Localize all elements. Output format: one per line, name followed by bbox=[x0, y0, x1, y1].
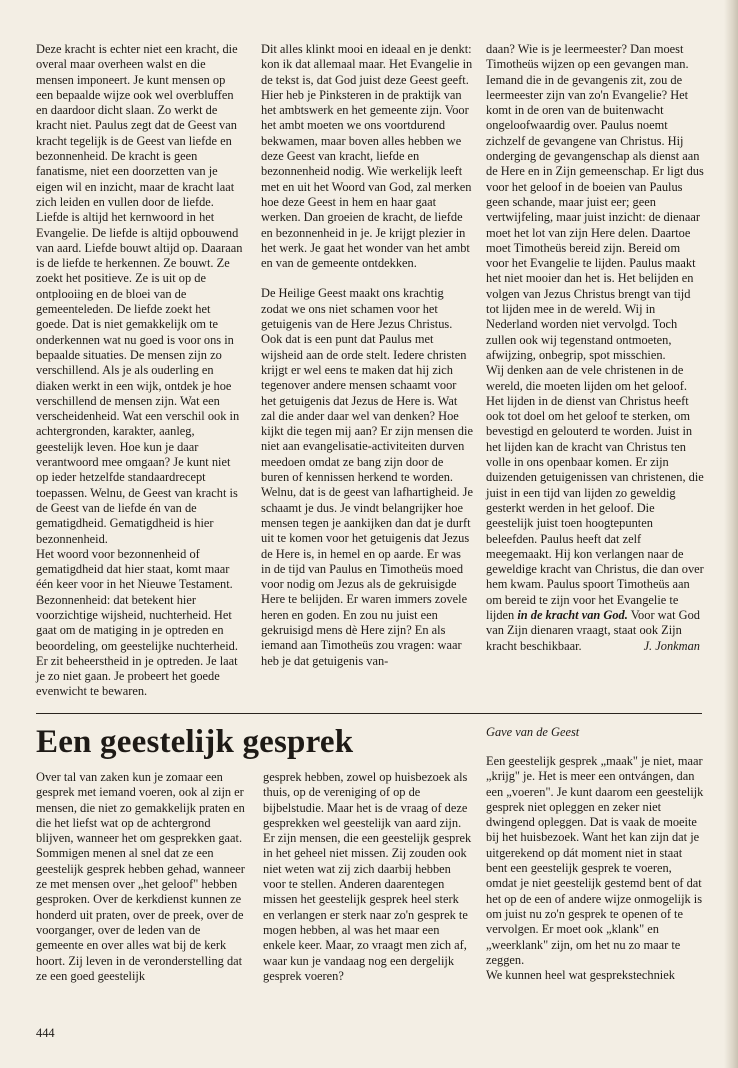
paragraph: Deze kracht is echter niet een kracht, die overal maar overheen walst en die mensen imponeert. Je kunt mensen op een bepaalde wijze ook wel overbluffen en daardoor dicht slaan. Zo werkt de kracht niet. Paulus zegt dat de Geest van kracht tegelijk is de Geest van liefde en bezonnenheid. De kracht is geen fanatisme, niet een doorzetten van je eigen wil en inzicht, maar de kracht laat zich leiden en vullen door de liefde. Liefde is altijd het kernwoord in het Evangelie. De liefde is altijd opbouwend van aard. Liefde bouwt altijd op. Daaraan is de liefde te herkennen. Ze bouwt. Ze zoekt het positieve. Ze is uit op de ontplooiing en de bloei van de gemeenteleden. De liefde zoekt het goede. Dat is niet gemakkelijk om te onderkennen wat nu goed is voor ons in bepaalde situaties. De mensen zijn zo verschillend. Als je als ouderling en diaken werkt in een wijk, ontdek je hoe verschillend de mensen zijn. Wat een verscheidenheid. Wat een verschil ook in achtergronden, karakter, aanleg, geestelijk leven. Hoe kun je daar verantwoord mee omgaan? Je kunt niet op ieder hetzelfde standaardrecept toepassen. Welnu, de Geest van kracht is de Geest van de liefde én van de gematigdheid. Gematigdheid is hier bezonnenheid. bbox=[36, 42, 243, 546]
paragraph: De Heilige Geest maakt ons krachtig zodat we ons niet schamen voor het getuigenis van de Here Jezus Christus. Ook dat is een punt dat Paulus met wijsheid aan de orde stelt. Iedere christen krijgt er wel eens te maken dat hij zich tegenover andere mensen schaamt voor het getuigenis dat Jezus de Here is. Wat zal die ander daar wel van denken? Hoe kijkt die tegen mij aan? Er zijn mensen die niet aan evangelisatie-activiteiten durven meedoen omdat ze bang zijn door de buren of kennissen herkend te worden. Welnu, dat is de geest van lafhartigheid. Je schaamt je dus. Je vindt belangrijker hoe mensen tegen je aankijken dan dat je durft uit te komen voor het getuigenis dat Jezus de Here is, in hemel en op aarde. Er was in de tijd van Paulus en Timotheüs moed voor nodig om Jezus als de gekruisigde Here te belijden. Er waren immers zovele heren en goden. En zou nu juist een gekruisigd mens dè Here zijn? En als iemand aan Timotheüs zou vragen: waar heb je dat getuigenis van- bbox=[261, 286, 473, 668]
paragraph: gesprek hebben, zowel op huisbezoek als thuis, op de vereniging of op de bijbelstudie. Maar het is de vraag of deze gesprekken wel geestelijk van aard zijn. Er zijn mensen, die een geestelijk gesprek in het geheel niet missen. Zij zouden ook niet weten wat zij zich daarbij hebben voor te stellen. Anderen daarentegen missen het geestelijk gesprek heel sterk en verlangen er sterk naar zo'n gesprek te mogen hebben, al was het maar een enkele keer. Maar, zo vraagt men zich af, waar kun je vandaag nog een dergelijk gesprek voeren? bbox=[263, 770, 472, 983]
paragraph: daan? Wie is je leermeester? Dan moest Timotheüs wijzen op een gevangen man. Iemand die in de gevangenis zit, zou de leermeester zijn van zo'n Evangelie? Het komt in de oren van de buitenwacht ongeloofwaardig over. Paulus noemt zichzelf de gevangene van Christus. Hij onderging de gevangenschap als dienst aan de Here en in Zijn gemeenschap. Er ligt dus voor het geloof in de boeien van Paulus geen schande, maar juist eer; geen vertwijfeling, maar juist inzicht: de dienaar moet het lot van zijn Here delen. Daartoe moet Timotheüs bereid zijn. Bereid om voor het Evangelie te lijden. Paulus maakt het niet mooier dan het is. Het belijden en volgen van Jezus Christus brengt van tijd tot lijden mee in de wereld. Wij in Nederland worden niet vervolgd. Toch zullen ook wij tegenstand ontmoeten, afwijzing, onbegrip, spot misschien. bbox=[486, 42, 704, 362]
article2-column-1 bbox=[36, 770, 248, 984]
article-title: Een geestelijk gesprek bbox=[36, 724, 354, 760]
article1-column-1 bbox=[36, 42, 244, 700]
page-edge-shadow bbox=[724, 0, 738, 1068]
paragraph: Een geestelijk gesprek „maak" je niet, maar „krijg" je. Het is meer een ontvángen, dan een „voeren". Je kunt daarom een geestelijk gesprek niet opleggen en zeker niet dwingend opleggen. Dat is vaak de moeite bij het huisbezoek. Want het kan zijn dat je uitgerekend op dát moment niet in staat bent een geestelijk gesprek te voeren, omdat je niet geestelijk gestemd bent of dat het op de een of andere wijze onmogelijk is om juist nu zo'n gesprek te openen of te vervolgen. Er moet ook „klank" en „weerklank" zijn, om het nu zo maar te zeggen. bbox=[486, 754, 704, 967]
paragraph: Over tal van zaken kun je zomaar een gesprek met iemand voeren, ook al zijn er mensen, die niet zo gemakkelijk praten en die het liefst wat op de achtergrond blijven, wanneer het om gesprekken gaat. bbox=[36, 770, 245, 846]
paragraph: We kunnen heel wat gesprekstechniek bbox=[486, 968, 675, 983]
article1-column-2 bbox=[261, 42, 473, 669]
section-divider bbox=[36, 713, 702, 714]
paragraph: Sommigen menen al snel dat ze een geestelijk gesprek hebben gehad, wanneer ze met mensen over „het geloof" hebben gesproken. Over de kerkdienst kunnen ze honderd uit praten, over de preek, over de voorganger, over de leden van de gemeente en over alles wat bij de kerk hoort. Zij leven in de veronderstelling dat ze een goed geestelijk bbox=[36, 846, 245, 983]
paragraph-text: Wij denken aan de vele christenen in de wereld, die moeten lijden om het geloof. Het lijden in de dienst van Christus heeft ook tot doel om het geloof te sterken, om bevestigd en gelouterd te worden. Juist in het lijden kan de kracht van Christus ten volle in ons openbaar komen. Er zijn duizenden getuigenissen van christenen, die juist in een tijd van lijden zo geweldig gesterkt werden in het geloof. Die geestelijk juist toen hoogtepunten beleefden. Paulus heeft dat zelf meegemaakt. Hij kon verlangen naar de geweldige kracht van Christus, die dan over hem kwam. Paulus spoort Timotheüs aan om bereid te zijn voor het Evangelie te lijden bbox=[486, 363, 704, 622]
closing-text: Voor wat God van Zijn dienaren vraagt, staat ook Zijn kracht beschikbaar. bbox=[486, 607, 700, 653]
article1-column-3 bbox=[486, 42, 704, 654]
article2-column-3 bbox=[486, 754, 704, 983]
article2-column-2 bbox=[263, 770, 473, 984]
paragraph: Het woord voor bezonnenheid of gematigdheid dat hier staat, komt maar één keer voor in het Nieuwe Testament. Bezonnenheid: dat betekent hier voorzichtige wijsheid, nuchterheid. Het gaat om de matiging in je optreden en beoordeling, om geestelijke nuchterheid. Er zit beheerstheid in je optreden. Je laat je zo niet gaan. Je probeert het goede evenwicht te bewaren. bbox=[36, 546, 238, 699]
emphasis-text: in de kracht van God. bbox=[517, 607, 628, 622]
author-signature: J. Jonkman bbox=[643, 638, 700, 653]
page-number: 444 bbox=[36, 1026, 55, 1040]
paragraph bbox=[486, 363, 704, 654]
paragraph: Dit alles klinkt mooi en ideaal en je denkt: kon ik dat allemaal maar. Het Evangelie in de tekst is, dat God juist deze Geest geeft. Hier heb je Pinksteren in de praktijk van het ambtswerk en het gemeente zijn. Voor het ambt moeten we ons voortdurend bekwamen, maar boven alles hebben we deze Geest van kracht, liefde en bezonnenheid nodig. Wie werkelijk leeft met en uit het Woord van God, zal merken hoe deze Geest in hem en haar gaat werken. Dan groeien de kracht, de liefde en bezonnenheid in je. Je krijgt plezier in het werk. Je gaat het wonder van het ambt en van de gemeente ontdekken. bbox=[261, 42, 473, 271]
article-subtitle: Gave van de Geest bbox=[486, 725, 580, 739]
